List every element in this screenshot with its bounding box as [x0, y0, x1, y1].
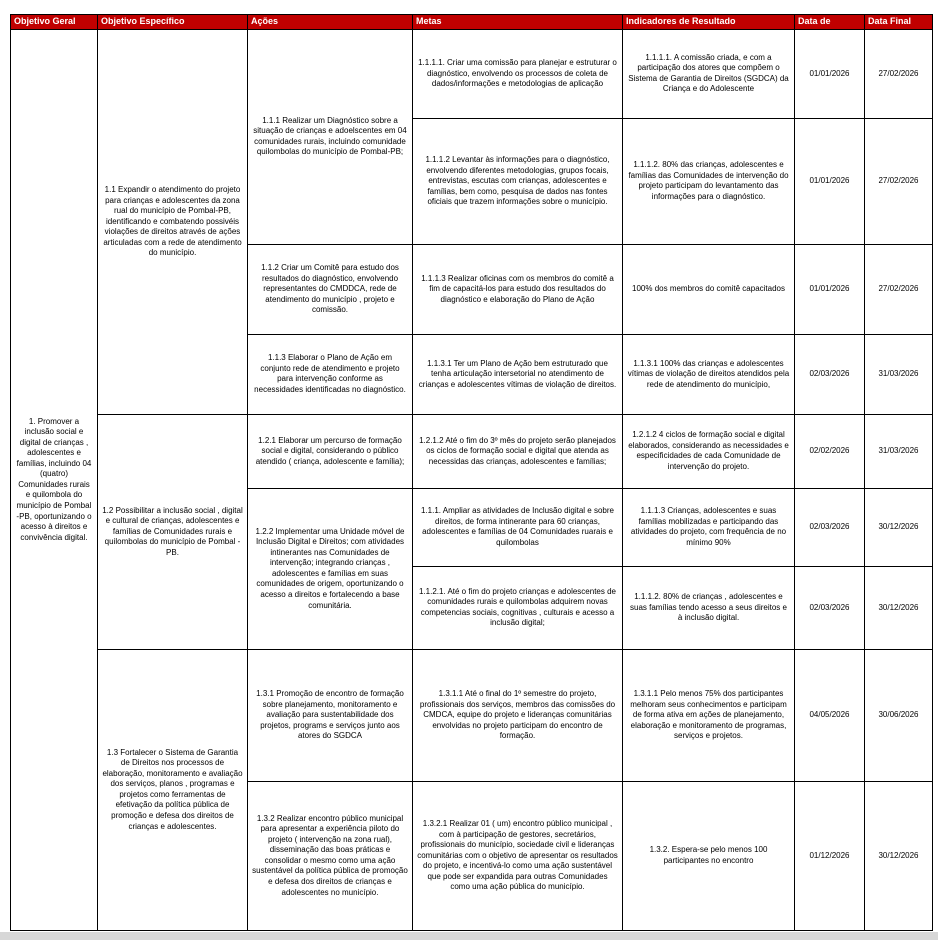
cell-data-de-row5: 02/02/2026: [795, 414, 865, 488]
cell-data-final-row8: 30/06/2026: [865, 649, 933, 781]
col-header-acoes: Ações: [248, 15, 413, 30]
cell-indicador-1-3-1-1: 1.3.1.1 Pelo menos 75% dos participantes melhoram seus conhecimentos e participam de forma ativa em ações de planejamento, elaboração e monitoramento de programas, serviços e projetos.: [623, 649, 795, 781]
cell-acao-1-3-2: 1.3.2 Realizar encontro público municipal para apresentar a experiência piloto do projeto ( intervenção na zona rual), disseminação das boas práticas e consolidar o mesmo como uma ação sustentável da política pública de promoção e defesa dos direitos de crianças e adolescentes no município.: [248, 781, 413, 930]
cell-meta-1-1-1-2: 1.1.1.2 Levantar às informações para o diagnóstico, envolvendo diferentes metodologias, grupos focais, entrevistas, escutas com crianças, adolescentes e famílias, bem como, pesquisa de dados nas fontes oficiais que trazem informações sobre o município.: [413, 118, 623, 244]
cell-indicador-1-1-1-2: 1.1.1.2. 80% das crianças, adolescentes e famílias das Comunidades de intervenção do projeto participam do levantamento das informações para o diagnóstico.: [623, 118, 795, 244]
col-header-objetivo-geral: Objetivo Geral: [11, 15, 98, 30]
cell-data-de-row2: 01/01/2026: [795, 118, 865, 244]
cell-meta-1-3-2-1: 1.3.2.1 Realizar 01 ( um) encontro público municipal , com à participação de gestores, secretários, profissionais do município, sociedade civil e lideranças comunitárias com o objetivo de apresentar os resultados do projeto, e incentivá-lo como uma ação sustentável que pode ser expandida para outras Comunidades como uma ação pública do município.: [413, 781, 623, 930]
bottom-gray-strip: [0, 932, 938, 940]
cell-data-de-row7: 02/03/2026: [795, 566, 865, 649]
cell-objetivo-especifico-1-2: 1.2 Possibilitar a inclusão social , digital e cultural de crianças, adolescentes e famílias de Comunidades rurais e quilombolas do município de Pombal -PB.: [98, 414, 248, 649]
cell-data-final-row2: 27/02/2026: [865, 118, 933, 244]
cell-acao-1-1-3: 1.1.3 Elaborar o Plano de Ação em conjunto rede de atendimento e projeto para intervenção conforme as necessidades identificadas no diagnóstico.: [248, 334, 413, 414]
cell-data-de-row1: 01/01/2026: [795, 29, 865, 118]
cell-data-final-row7: 30/12/2026: [865, 566, 933, 649]
cell-acao-1-2-2: 1.2.2 Implementar uma Unidade móvel de Inclusão Digital e Direitos; com atividades intinerantes nas Comunidades de intervenção; integrando crianças , adolescentes e famílias em suas comunidades de origem, oportunizando o acesso a direitos e fortalecendo a base comunitária.: [248, 488, 413, 649]
col-header-data-final: Data Final: [865, 15, 933, 30]
cell-objetivo-geral: 1. Promover a inclusão social e digital de crianças , adolescentes e famílias, incluindo 04 (quatro) Comunidades rurais e quilombola do município de Pombal -PB, oportunizando o acesso à direitos e convivência digital.: [11, 29, 98, 930]
table-row: [11, 649, 933, 781]
cell-acao-1-2-1: 1.2.1 Elaborar um percurso de formação social e digital, considerando o público atendido ( criança, adolescente e família);: [248, 414, 413, 488]
cell-meta-ampliar: 1.1.1. Ampliar as atividades de Inclusão digital e sobre direitos, de forma intinerante para 60 crianças, adolescentes e famílias de 04 Comunidades ruarais e quilombolas: [413, 488, 623, 566]
cell-data-final-row1: 27/02/2026: [865, 29, 933, 118]
cell-data-final-row9: 30/12/2026: [865, 781, 933, 930]
cell-data-de-row6: 02/03/2026: [795, 488, 865, 566]
cell-indicador-1-2-1-2: 1.2.1.2 4 ciclos de formação social e digital elaborados, considerando as necessidades e especificidades de cada Comunidade de intervenção do projeto.: [623, 414, 795, 488]
header-row: [11, 15, 933, 30]
cell-data-final-row3: 27/02/2026: [865, 244, 933, 334]
planning-matrix-sheet: [10, 14, 933, 931]
cell-indicador-mobilizadas: 1.1.1.3 Crianças, adolescentes e suas famílias mobilizadas e participando das atividades do projeto, com frequência de no mínimo 90%: [623, 488, 795, 566]
cell-meta-1-2-1-2: 1.2.1.2 Até o fim do 3º mês do projeto serão planejados os ciclos de formação social e digital que atenda as necessidas das crianças, adolescentes e famílias;: [413, 414, 623, 488]
col-header-objetivo-especifico: Objetivo Específico: [98, 15, 248, 30]
cell-objetivo-especifico-1-1: 1.1 Expandir o atendimento do projeto para crianças e adolescentes da zona rual do município de Pombal-PB, identificando e combatendo possivéis violações de direitos através de ações articuladas com a rede de atendimento do município.: [98, 29, 248, 414]
table-row: [11, 414, 933, 488]
cell-acao-1-1-2: 1.1.2 Criar um Comitê para estudo dos resultados do diagnóstico, envolvendo representantes do CMDDCA, rede de atendimento do município , projeto e comissão.: [248, 244, 413, 334]
cell-indicador-comite: 100% dos membros do comitê capacitados: [623, 244, 795, 334]
table-row: [11, 29, 933, 118]
cell-meta-1-3-1-1: 1.3.1.1 Até o final do 1º semestre do projeto, profissionais dos serviços, membros das comissões do CMDCA, equipe do projeto e lideranças comunitárias envolvidas no projeto participam do encontro de formação.: [413, 649, 623, 781]
cell-objetivo-especifico-1-3: 1.3 Fortalecer o Sistema de Garantia de Direitos nos processos de elaboração, monitoramento e avaliação dos serviços, planos , programas e projetos como ferramentas de efetivação da política pública de promoção e defesa dos direitos de crianças e adolescentes.: [98, 649, 248, 930]
cell-data-de-row4: 02/03/2026: [795, 334, 865, 414]
cell-meta-1-1-2-1: 1.1.2.1. Até o fim do projeto crianças e adolescentes de comunidades rurais e quilombolas adquirem novas competencias sociais, cognitivas , culturais e acesso a inclusão digital;: [413, 566, 623, 649]
cell-indicador-1-3-2: 1.3.2. Espera-se pelo menos 100 participantes no encontro: [623, 781, 795, 930]
cell-data-final-row4: 31/03/2026: [865, 334, 933, 414]
cell-data-final-row5: 31/03/2026: [865, 414, 933, 488]
cell-data-de-row8: 04/05/2026: [795, 649, 865, 781]
cell-meta-1-1-1-1: 1.1.1.1. Criar uma comissão para planejar e estruturar o diagnóstico, envolvendo os processos de coleta de dados/informações e metodologias de aplicação: [413, 29, 623, 118]
cell-indicador-1-1-1-1: 1.1.1.1. A comissão criada, e com a participação dos atores que compõem o Sistema de Garantia de Direitos (SGDCA) da Criança e do Adolescente: [623, 29, 795, 118]
cell-indicador-1-1-3-1: 1.1.3.1 100% das crianças e adolescentes vítimas de violação de direitos atendidos pela rede de atendimento do município,: [623, 334, 795, 414]
results-matrix-table: [10, 14, 933, 931]
cell-meta-1-1-1-3: 1.1.1.3 Realizar oficinas com os membros do comitê a fim de capacitá-los para estudo dos resultados do diagnóstico e elaboração do Plano de Ação: [413, 244, 623, 334]
cell-acao-1-1-1: 1.1.1 Realizar um Diagnóstico sobre a situação de crianças e adoelscentes em 04 comunidades rurais, incluindo comunidade quilombolas do município de Pombal-PB;: [248, 29, 413, 244]
cell-indicador-80-criancas: 1.1.1.2. 80% de crianças , adolescentes e suas famílias tendo acesso a seus direitos e à inclusão digital.: [623, 566, 795, 649]
cell-data-de-row9: 01/12/2026: [795, 781, 865, 930]
col-header-data-de: Data de: [795, 15, 865, 30]
col-header-metas: Metas: [413, 15, 623, 30]
cell-data-de-row3: 01/01/2026: [795, 244, 865, 334]
col-header-indicadores: Indicadores de Resultado: [623, 15, 795, 30]
cell-acao-1-3-1: 1.3.1 Promoção de encontro de formação sobre planejamento, monitoramento e avaliação para sustentabilidade dos projetos, programs e serviços junto aos atores do SGDCA: [248, 649, 413, 781]
cell-data-final-row6: 30/12/2026: [865, 488, 933, 566]
cell-meta-1-1-3-1: 1.1.3.1 Ter um Plano de Ação bem estruturado que tenha articulação intersetorial no atendimento de crianças e adolescentes vítimas de violação de direitos.: [413, 334, 623, 414]
